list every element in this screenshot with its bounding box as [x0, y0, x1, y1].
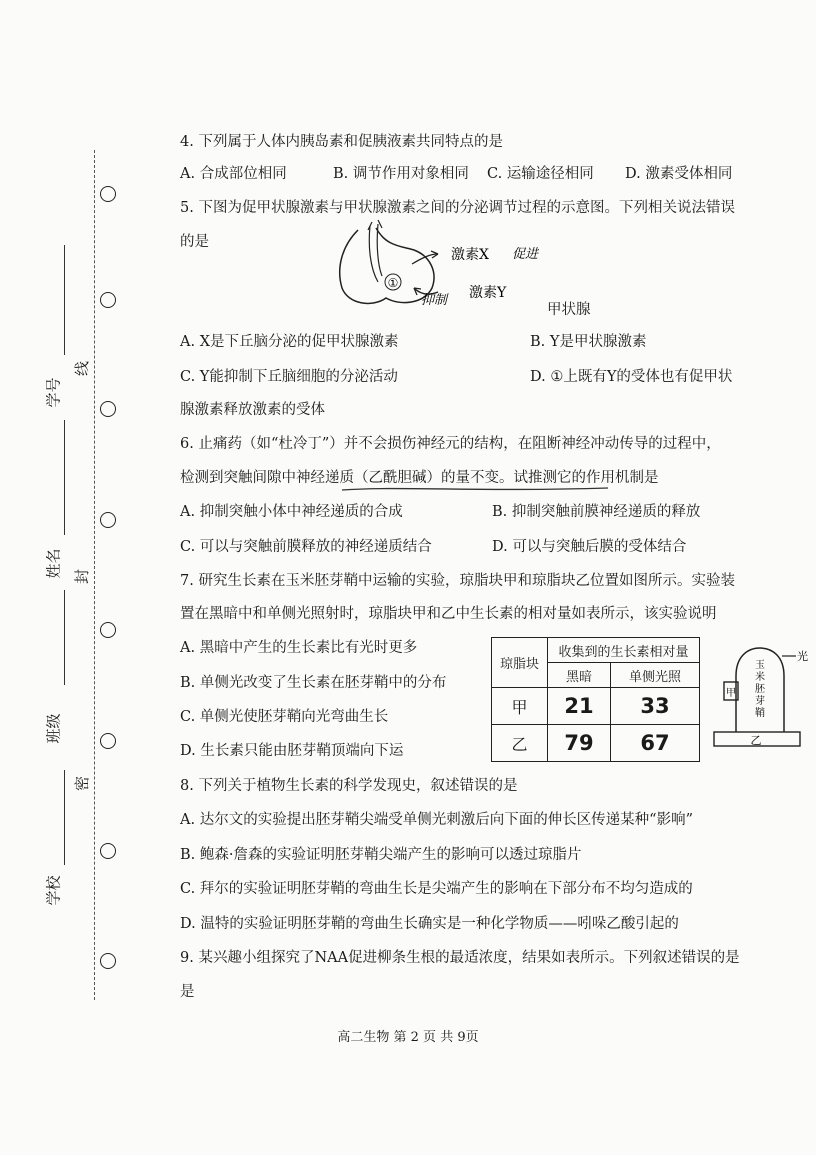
table-header-group: 收集到的生长素相对量	[548, 638, 700, 663]
binding-hole	[100, 843, 116, 859]
table-header-dark: 黑暗	[548, 663, 611, 688]
handwritten-promote: 促进	[512, 247, 539, 262]
q5-option-a[interactable]: A. X是下丘脑分泌的促甲状腺激素	[180, 334, 399, 350]
label-name: 姓名	[44, 548, 63, 579]
q7-option-b[interactable]: B. 单侧光改变了生长素在胚芽鞘中的分布	[180, 675, 447, 691]
coleoptile-label-char: 芽	[755, 696, 765, 707]
q8-option-a[interactable]: A. 达尔文的实验提出胚芽鞘尖端受单侧光刺激后向下面的伸长区传递某种“影响”	[180, 812, 694, 828]
q4-option-a[interactable]: A. 合成部位相同	[180, 166, 287, 182]
q8-option-d[interactable]: D. 温特的实验证明胚芽鞘的弯曲生长确实是一种化学物质——吲哚乙酸引起的	[180, 916, 679, 932]
table-cell-dark: 21	[548, 688, 611, 725]
coleoptile-label-char: 胚	[755, 684, 765, 695]
q7-stem-line2: 置在黑暗中和单侧光照射时，琼脂块甲和乙中生长素的相对量如表所示，该实验说明	[180, 606, 717, 622]
binding-hole	[100, 512, 116, 528]
handwritten-inhibit: 抑制	[421, 293, 448, 308]
q8-stem: 8. 下列关于植物生长素的科学发现史，叙述错误的是	[180, 778, 518, 794]
q5-option-b[interactable]: B. Y是甲状腺激素	[530, 334, 647, 350]
q6-stem-line1: 6. 止痛药（如“杜冷丁”）并不会损伤神经元的结构，在阻断神经冲动传导的过程中，	[180, 436, 721, 452]
coleoptile-label	[755, 659, 766, 719]
block-jia-label: 甲	[726, 688, 736, 699]
vessel-line	[377, 224, 382, 276]
binding-hole	[100, 733, 116, 749]
fill-line-school[interactable]	[64, 770, 65, 865]
page-footer: 高二生物 第 2 页 共 9页	[337, 1030, 479, 1045]
q7-stem-line1: 7. 研究生长素在玉米胚芽鞘中运输的实验，琼脂块甲和琼脂块乙位置如图所示。实验装	[180, 573, 735, 589]
seal-char-xian: 线	[73, 360, 92, 377]
q5-option-c[interactable]: C. Y能抑制下丘脑细胞的分泌活动	[180, 369, 398, 385]
binding-hole	[100, 292, 116, 308]
q7-option-a[interactable]: A. 黑暗中产生的生长素比有光时更多	[180, 640, 418, 656]
arrow-x	[412, 254, 438, 264]
table-cell-light: 67	[611, 725, 700, 762]
table-cell-block: 甲	[492, 688, 548, 725]
table-cell-light: 33	[611, 688, 700, 725]
binding-hole	[100, 401, 116, 417]
label-school: 学校	[44, 875, 63, 906]
q4-option-c[interactable]: C. 运输途径相同	[487, 166, 594, 182]
q7-option-d[interactable]: D. 生长素只能由胚芽鞘顶端向下运	[180, 743, 404, 759]
auxin-table	[491, 637, 700, 762]
q6-option-c[interactable]: C. 可以与突触前膜释放的神经递质结合	[180, 539, 432, 555]
table-row	[492, 688, 700, 725]
q5-stem-line1: 5. 下图为促甲状腺激素与甲状腺激素之间的分泌调节过程的示意图。下列相关说法错误	[180, 200, 735, 216]
q9-stem-line2: 是	[180, 984, 195, 1000]
q6-stem-line2: 检测到突触间隙中神经递质（乙酰胆碱）的量不变。试推测它的作用机制是	[180, 470, 659, 486]
q4-option-d[interactable]: D. 激素受体相同	[625, 166, 733, 182]
q8-option-c[interactable]: C. 拜尔的实验证明胚芽鞘的弯曲生长是尖端产生的影响在下部分布不均匀造成的	[180, 881, 693, 897]
binding-dashed-line	[94, 150, 95, 1000]
q4-option-b[interactable]: B. 调节作用对象相同	[333, 166, 469, 182]
fill-line-class[interactable]	[64, 590, 65, 685]
q7-option-c[interactable]: C. 单侧光使胚芽鞘向光弯曲生长	[180, 709, 389, 725]
q5-stem-line2: 的是	[180, 234, 209, 250]
q6-option-b[interactable]: B. 抑制突触前膜神经递质的释放	[492, 504, 701, 520]
table-header-light: 单侧光照	[611, 663, 700, 688]
seal-char-mi: 密	[73, 775, 92, 792]
coleoptile-label-char: 米	[755, 672, 765, 683]
handwritten-underline	[340, 484, 610, 494]
q4-stem: 4. 下列属于人体内胰岛素和促胰液素共同特点的是	[180, 134, 503, 150]
binding-hole	[100, 953, 116, 969]
q6-option-d[interactable]: D. 可以与突触后膜的受体结合	[492, 539, 687, 555]
seal-char-feng: 封	[73, 568, 92, 585]
hormone-x-label: 激素X	[451, 247, 489, 263]
hormone-y-label: 激素Y	[469, 285, 507, 301]
thyroid-diagram	[320, 216, 560, 316]
coleoptile-diagram	[708, 640, 808, 752]
table-cell-dark: 79	[548, 725, 611, 762]
table-cell-block: 乙	[492, 725, 548, 762]
light-label: 光	[797, 650, 808, 663]
q5-option-d[interactable]: D. ①上既有Y的受体也有促甲状	[530, 369, 733, 385]
binding-hole	[100, 622, 116, 638]
label-class: 班级	[44, 713, 63, 744]
block-yi-label: 乙	[750, 734, 762, 747]
q8-option-b[interactable]: B. 鲍森·詹森的实验证明胚芽鞘尖端产生的影响可以透过琼脂片	[180, 847, 582, 863]
fill-line-student-id[interactable]	[64, 245, 65, 355]
thyroid-gland-label: 甲状腺	[547, 302, 591, 318]
table-header-block: 琼脂块	[492, 638, 548, 688]
vessel-line	[369, 226, 378, 282]
table-row	[492, 725, 700, 762]
coleoptile-label-char: 玉	[755, 660, 765, 671]
binding-hole	[100, 186, 116, 202]
q6-option-a[interactable]: A. 抑制突触小体中神经递质的合成	[180, 504, 403, 520]
q9-stem-line1: 9. 某兴趣小组探究了NAA促进柳条生根的最适浓度，结果如表所示。下列叙述错误的是	[180, 950, 740, 966]
fill-line-name[interactable]	[64, 420, 65, 535]
q5-option-d-cont: 腺激素释放激素的受体	[180, 402, 325, 418]
label-student-id: 学号	[44, 377, 63, 408]
circle-label: ①	[387, 276, 399, 290]
coleoptile-label-char: 鞘	[755, 708, 765, 719]
